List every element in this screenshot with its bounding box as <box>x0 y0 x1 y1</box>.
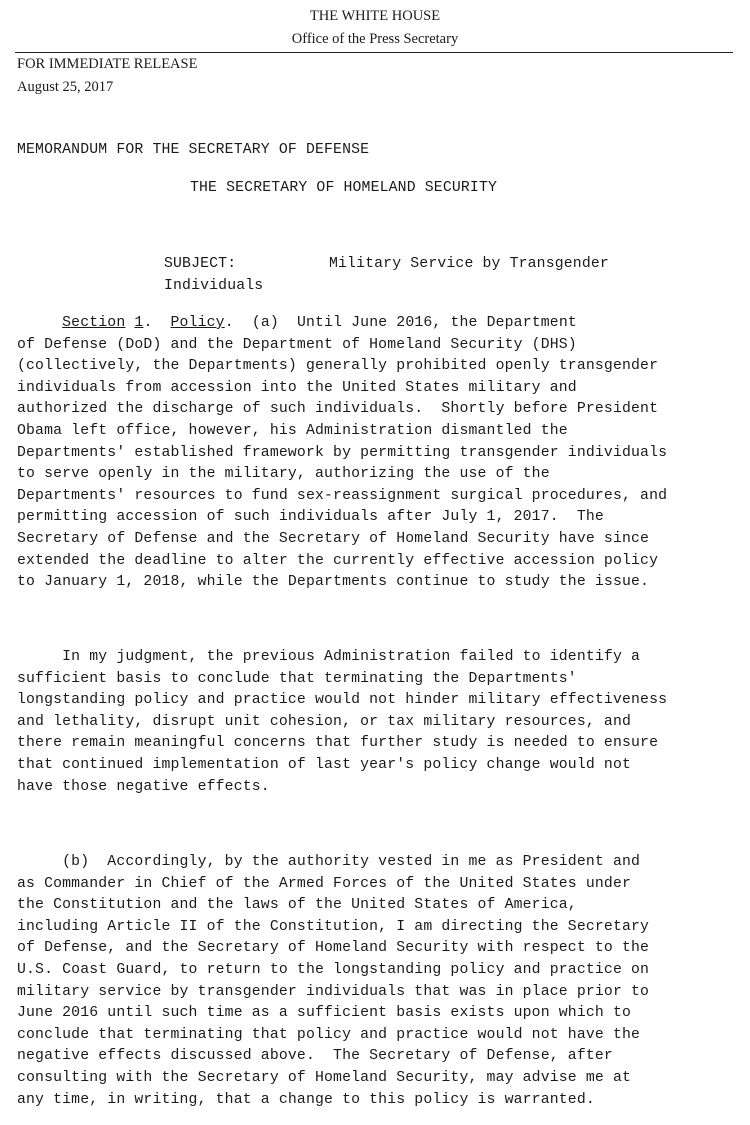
text-line: the Constitution and the laws of the United States of America, <box>17 897 577 914</box>
text-line: of Defense (DoD) and the Department of Homeland Security (DHS) <box>17 336 577 353</box>
text-line: military service by transgender individuals that was in place prior to <box>17 983 650 1000</box>
release-date: August 25, 2017 <box>17 79 114 95</box>
section-1-first-line: Section 1. Policy. (a) Until June 2016, the Department <box>62 315 577 331</box>
text-line: Departments' resources to fund sex-reassignment surgical procedures, and <box>17 487 668 504</box>
section-1-paragraph <box>17 313 667 594</box>
text-line: June 2016 until such time as a sufficient basis exists upon which to <box>17 1005 632 1022</box>
text-line: of Defense, and the Secretary of Homeland Security with respect to the <box>17 940 650 957</box>
text-line: In my judgment, the previous Administration failed to identify a <box>17 649 641 665</box>
text-line: to January 1, 2018, while the Departments continue to study the issue. <box>17 574 650 591</box>
subject-text-line-1: Military Service by Transgender <box>329 256 609 272</box>
section-1-lines <box>17 335 667 594</box>
text-line: authorized the discharge of such individuals. Shortly before President <box>17 401 659 418</box>
text-line: (b) Accordingly, by the authority vested in me as President and <box>17 854 641 870</box>
text-line: extended the deadline to alter the currently effective accession policy <box>17 552 659 569</box>
section-number: 1 <box>134 315 144 331</box>
text-line: including Article II of the Constitution, I am directing the Secretary <box>17 918 650 935</box>
directive-paragraph <box>17 852 649 1111</box>
text-line: longstanding policy and practice would not hinder military effectiveness <box>17 692 668 709</box>
text-line: any time, in writing, that a change to this policy is warranted. <box>17 1091 595 1108</box>
text-line: to serve openly in the military, authorizing the use of the <box>17 466 550 483</box>
section-first-line-text: (a) Until June 2016, the Department <box>251 315 577 331</box>
office-name: Office of the Press Secretary <box>291 31 459 47</box>
text-line: (collectively, the Departments) generally prohibited openly transgender <box>17 358 659 375</box>
text-line: U.S. Coast Guard, to return to the longstanding policy and practice on <box>17 961 650 978</box>
text-line: Obama left office, however, his Administration dismantled the <box>17 422 568 439</box>
text-line: as Commander in Chief of the Armed Forces of the United States under <box>17 875 632 892</box>
text-line: that continued implementation of last year's policy change would not <box>17 756 632 773</box>
section-heading: Policy <box>170 315 225 331</box>
text-line: permitting accession of such individuals after July 1, 2017. The <box>17 509 604 526</box>
section-label: Section <box>62 315 126 331</box>
text-line: conclude that terminating that policy and practice would not have the <box>17 1026 641 1043</box>
text-line: there remain meaningful concerns that further study is needed to ensure <box>17 735 659 752</box>
memo-addressee-1: MEMORANDUM FOR THE SECRETARY OF DEFENSE <box>17 142 370 158</box>
header-divider <box>15 52 733 53</box>
text-line: individuals from accession into the United States military and <box>17 379 577 396</box>
release-notice: FOR IMMEDIATE RELEASE <box>17 56 198 72</box>
document-title: THE WHITE HOUSE <box>309 8 441 24</box>
text-line: Departments' established framework by permitting transgender individuals <box>17 444 668 461</box>
text-line: consulting with the Secretary of Homeland Security, may advise me at <box>17 1069 632 1086</box>
text-line: sufficient basis to conclude that terminating the Departments' <box>17 670 577 687</box>
memo-addressee-2: THE SECRETARY OF HOMELAND SECURITY <box>190 180 498 196</box>
text-line: Secretary of Defense and the Secretary of Homeland Security have since <box>17 530 650 547</box>
text-line: have those negative effects. <box>17 778 270 795</box>
text-line: negative effects discussed above. The Secretary of Defense, after <box>17 1048 613 1065</box>
text-line: and lethality, disrupt unit cohesion, or tax military resources, and <box>17 713 632 730</box>
judgment-paragraph <box>17 647 667 798</box>
subject-label: SUBJECT: <box>164 256 237 272</box>
subject-text-line-2: Individuals <box>164 278 264 294</box>
